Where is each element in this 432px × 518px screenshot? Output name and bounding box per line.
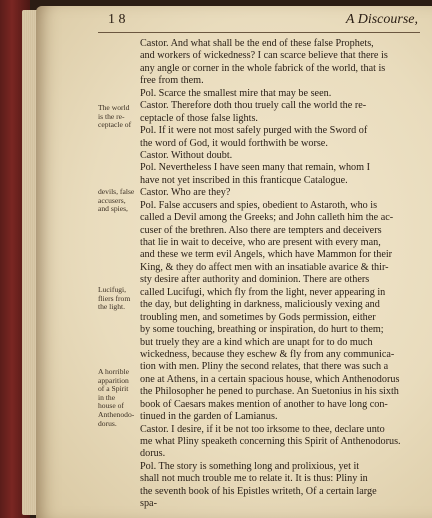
text-line: Castor. Without doubt. xyxy=(140,149,233,161)
margin-note-line: the light. xyxy=(98,302,125,312)
text-line: the Philosopher he pened to purchase. An Suetonius in his sixth xyxy=(140,386,399,398)
text-line: Pol. Scarce the smallest mire that may be seen. xyxy=(140,87,332,99)
text-line: spa- xyxy=(140,498,157,510)
margin-note xyxy=(98,286,142,312)
text-line: the seventh book of his Epistles writeth, Of a certain large xyxy=(140,485,377,497)
text-line: and workers of wickedness? I can scarce believe that there is xyxy=(140,50,388,62)
text-line: Pol. Nevertheless I have seen many that remain, whom I xyxy=(140,162,370,174)
margin-note-line: Lucifugi, xyxy=(98,285,127,294)
margin-note-line: dorus. xyxy=(98,418,117,428)
text-line: the day, but delighting in darkness, maliciously vexing and xyxy=(140,299,380,311)
text-line: called Lucifugi, which fly from the light, never appearing in xyxy=(140,286,386,298)
text-line: have not yet inscribed in this franticque Catalogue. xyxy=(140,174,348,186)
header-rule xyxy=(98,32,420,33)
body-text xyxy=(140,38,422,511)
margin-note xyxy=(98,104,142,130)
text-line: dorus. xyxy=(140,448,166,460)
text-line: Pol. If it were not most safely purged with the Sword of xyxy=(140,125,368,137)
margin-note-line: apparition xyxy=(98,375,129,385)
text-line: but truely they are a kind which are unapt for to do much xyxy=(140,336,373,348)
margin-note-line: of a Spirit xyxy=(98,384,129,394)
text-line: cuser of the brethren. Also there are tempters and deceivers xyxy=(140,224,382,236)
text-line: sty desire after authority and dominion. There are others xyxy=(140,274,370,286)
text-line: book of Caesars makes mention of another to have long con- xyxy=(140,398,388,410)
text-line: Pol. The story is something long and prolixious, yet it xyxy=(140,460,360,472)
margin-note xyxy=(98,188,142,214)
margin-note-line: The world xyxy=(98,103,130,112)
text-line: shall not much trouble me to relate it. It is thus: Pliny in xyxy=(140,473,368,485)
text-line: free from them. xyxy=(140,75,204,87)
page-number: 1 8 xyxy=(108,12,126,27)
text-line: ceptacle of those false lights. xyxy=(140,112,258,124)
text-line: any angle or corner in the whole fabrick of the world, that is xyxy=(140,62,386,74)
text-line: wickedness, because they eschew & fly from any communica- xyxy=(140,348,395,360)
margin-note-line: in the xyxy=(98,392,116,402)
text-line: tion with men. Pliny the second relates, that there was such a xyxy=(140,361,389,373)
text-line: one at Athens, in a certain spacious house, which Anthenodorus xyxy=(140,373,400,385)
margin-note-line: accusers, xyxy=(98,195,126,205)
running-title: A Discourse, xyxy=(345,12,418,27)
margin-note-line: is the re- xyxy=(98,111,125,121)
page-header xyxy=(108,12,418,30)
text-line: by some touching, breathing or inspiration, do hurt to them; xyxy=(140,324,384,336)
text-line: called a Devil among the Greeks; and John calleth him the ac- xyxy=(140,212,394,224)
margin-note-line: A horrible xyxy=(98,367,130,376)
text-line: Castor. And what shall be the end of these false Prophets, xyxy=(140,38,374,49)
text-line: and these we term evil Angels, which have Mammon for their xyxy=(140,249,393,261)
text-line: troubling men, and sometimes by Gods permission, either xyxy=(140,311,376,323)
margin-note xyxy=(98,368,142,428)
margin-note-line: ceptacle of xyxy=(98,120,132,130)
text-line: Castor. I desire, if it be not too irksome to thee, declare unto xyxy=(140,423,385,435)
text-line: the word of God, it would forthwith be worse. xyxy=(140,137,328,149)
margin-note-line: house of xyxy=(98,401,124,411)
text-line: Pol. False accusers and spies, obedient to Astaroth, who is xyxy=(140,199,378,211)
margin-note-line: fliers from xyxy=(98,293,131,303)
text-line: that lie in wait to deceive, who are present with every man, xyxy=(140,237,381,248)
margin-note-line: and spies, xyxy=(98,204,128,214)
margin-note-line: devils, false xyxy=(98,187,135,196)
margin-note-line: Anthenodo- xyxy=(98,409,135,419)
text-line: Castor. Therefore doth thou truely call the world the re- xyxy=(140,100,367,112)
text-line: tinued in the garden of Lamianus. xyxy=(140,411,278,423)
text-line: King, & they do affect men with an insatiable avarice & thir- xyxy=(140,261,389,273)
text-line: Castor. Who are they? xyxy=(140,187,231,199)
text-line: me what Pliny speaketh concerning this Spirit of Anthenodorus. xyxy=(140,436,401,447)
